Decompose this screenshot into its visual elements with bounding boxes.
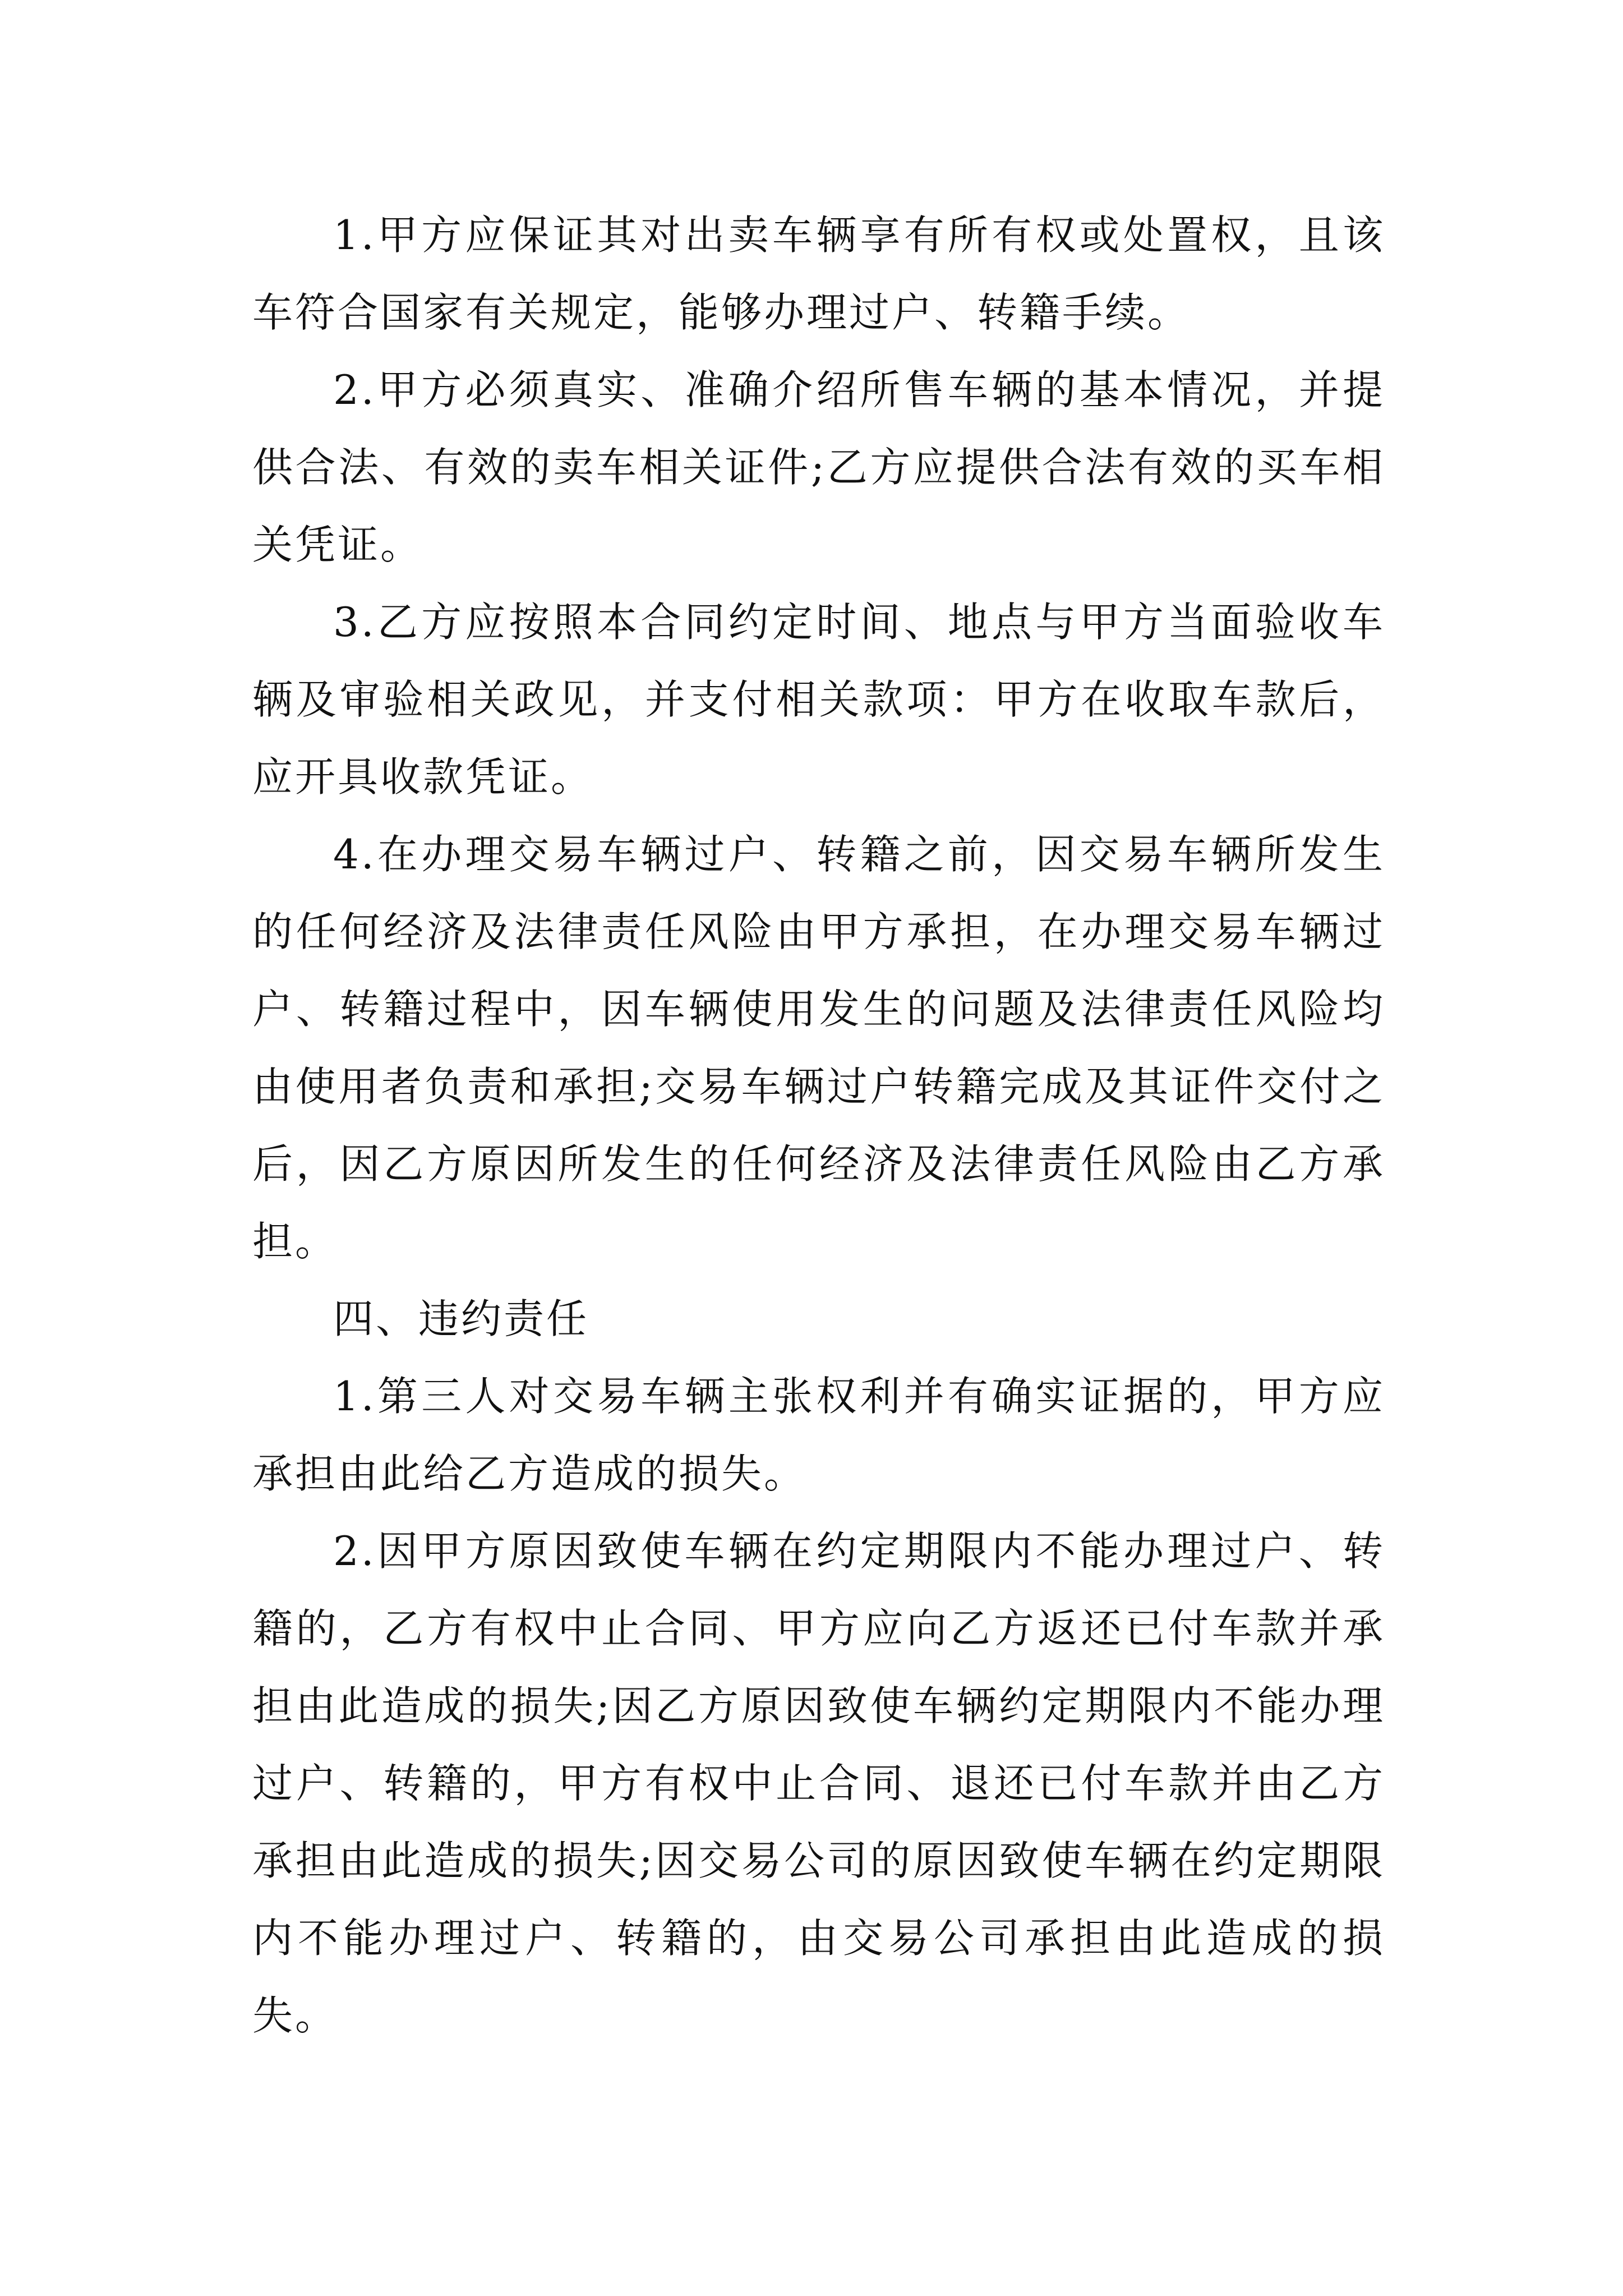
section-4-heading: 四、违约责任: [333, 1295, 589, 1342]
clause-4-2: 2.因甲方原因致使车辆在约定期限内不能办理过户、转籍的，乙方有权中止合同、甲方应向乙方返还已付车款并承担由此造成的损失;因乙方原因致使车辆约定期限内不能办理过户、转籍的，甲方有权中止合同、退还已付车款并由乙方承担由此造成的损失;因交易公司的原因致使车辆在约定期限内不能办理过户、转籍的，由交易公司承担由此造成的损失。: [252, 1527, 1385, 2039]
clause-3-3: 3.乙方应按照本合同约定时间、地点与甲方当面验收车辆及审验相关政见，并支付相关款项：甲方在收取车款后，应开具收款凭证。: [252, 599, 1385, 800]
clause-3-4: 4.在办理交易车辆过户、转籍之前，因交易车辆所发生的任何经济及法律责任风险由甲方承担，在办理交易车辆过户、转籍过程中，因车辆使用发生的问题及法律责任风险均由使用者负责和承担;交易车辆过户转籍完成及其证件交付之后，因乙方原因所发生的任何经济及法律责任风险由乙方承担。: [252, 831, 1385, 1265]
document-body: [252, 196, 1385, 2054]
clause-3-2: 2.甲方必须真实、准确介绍所售车辆的基本情况，并提供合法、有效的卖车相关证件;乙方应提供合法有效的买车相关凭证。: [252, 366, 1385, 568]
clause-3-1: 1.甲方应保证其对出卖车辆享有所有权或处置权，且该车符合国家有关规定，能够办理过户、转籍手续。: [252, 211, 1385, 336]
clause-4-1: 1.第三人对交易车辆主张权利并有确实证据的，甲方应承担由此给乙方造成的损失。: [252, 1373, 1385, 1497]
